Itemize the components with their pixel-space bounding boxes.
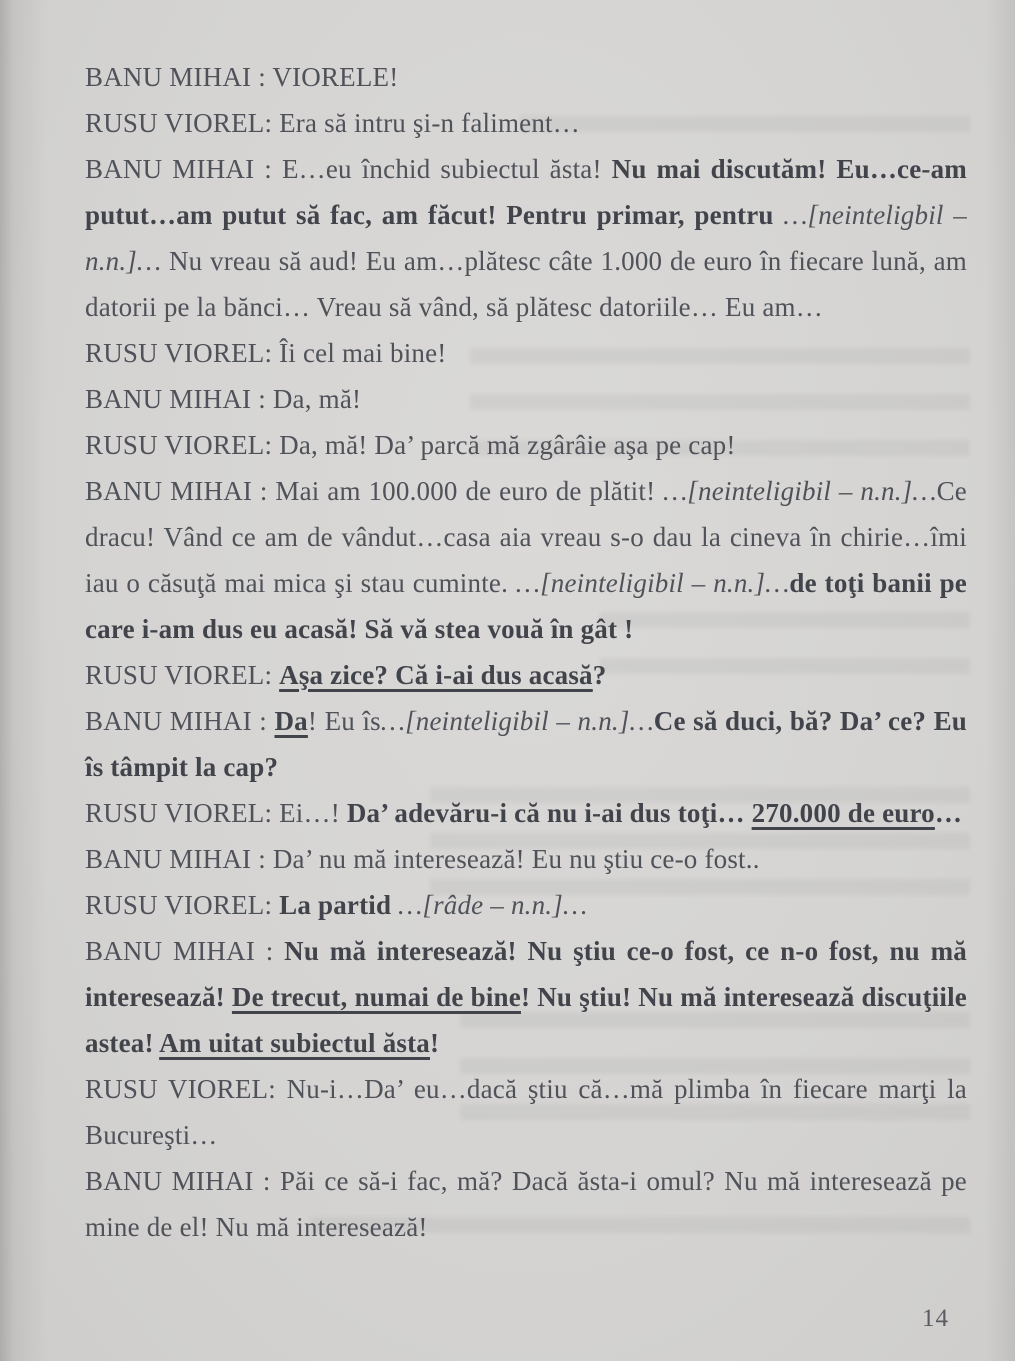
dialogue-segment: …[râde – n.n.]…	[398, 890, 588, 920]
dialogue-segment: ?	[592, 660, 607, 690]
dialogue-segment: Aşa zice? Că i-ai dus acasă	[279, 660, 593, 690]
speaker-label: BANU MIHAI : E…eu închid subiectul ăsta!	[85, 154, 612, 184]
dialogue-segment: …[neinteligibil – n.n.]…	[663, 476, 937, 506]
transcript	[85, 54, 967, 1250]
dialogue-segment: Ce să duci, bă? Da’ ce? Eu îs tâmpit la cap?	[85, 706, 967, 782]
dialogue-segment: …[neinteligbil – n.n.]…	[85, 200, 967, 276]
dialogue-segment: ! Eu îs	[307, 706, 381, 736]
dialogue-segment: …[neinteligibil – n.n.]…	[515, 568, 790, 598]
dialogue-segment: …	[934, 798, 963, 828]
dialogue-segment: La partid	[279, 890, 399, 920]
speaker-label: BANU MIHAI :	[85, 706, 275, 736]
dialogue-line	[85, 1066, 967, 1158]
dialogue-line	[85, 54, 967, 100]
speaker-label: BANU MIHAI : Da’ nu mă interesează! Eu nu ştiu ce-o fost..	[85, 844, 760, 874]
dialogue-segment: Am uitat subiectul ăsta	[159, 1028, 430, 1058]
speaker-label: RUSU VIOREL:	[85, 660, 280, 690]
dialogue-segment: Nu mă interesează! Nu ştiu ce-o fost, ce n-o fost, nu mă interesează!	[85, 936, 967, 1012]
dialogue-line	[85, 652, 967, 698]
dialogue-segment: Nu mai discutăm! Eu…ce-am putut…am putut să fac, am făcut! Pentru primar, pentru	[85, 154, 967, 230]
speaker-label: BANU MIHAI :	[85, 936, 285, 966]
speaker-label: RUSU VIOREL: Nu-i…Da’ eu…dacă ştiu că…mă plimba în fiecare marţi la Bucureşti…	[85, 1074, 967, 1150]
dialogue-segment: Da	[274, 706, 308, 736]
page-number: 14	[922, 1305, 949, 1332]
dialogue-segment: Nu vreau să aud! Eu am…plătesc câte 1.000 de euro în fiecare lună, am datorii pe la bănci… Vreau să vând, să plătesc datoriile… Eu am…	[85, 246, 968, 322]
speaker-label: RUSU VIOREL:	[85, 890, 280, 920]
speaker-label: RUSU VIOREL: Da, mă! Da’ parcă mă zgârâie aşa pe cap!	[85, 430, 736, 460]
dialogue-segment: !	[430, 1028, 440, 1058]
dialogue-line	[85, 928, 967, 1066]
dialogue-line	[85, 698, 967, 790]
dialogue-segment: Da’ adevăru-i că nu i-ai dus toţi…	[346, 798, 752, 828]
dialogue-segment: …[neinteligibil – n.n.]…	[380, 706, 654, 736]
speaker-label: RUSU VIOREL: Era să intru şi-n faliment…	[85, 108, 580, 138]
speaker-label: BANU MIHAI : Păi ce să-i fac, mă? Dacă ăsta-i omul? Nu mă interesează pe mine de el! Nu mă interesează!	[85, 1166, 967, 1242]
dialogue-line	[85, 882, 967, 928]
speaker-label: RUSU VIOREL: Îi cel mai bine!	[85, 338, 447, 368]
speaker-label: BANU MIHAI : Mai am 100.000 de euro de plătit!	[85, 476, 664, 506]
dialogue-line	[85, 422, 967, 468]
dialogue-segment: Ce dracu! Vând ce am de vândut…casa aia vreau s-o dau la cineva în chirie…îmi iau o căsuţă mai mica şi stau cuminte.	[85, 476, 967, 598]
dialogue-segment: de toţi banii pe care i-am dus eu acasă! Să vă stea vouă în gât !	[85, 568, 967, 644]
speaker-label: RUSU VIOREL: Ei…!	[85, 798, 347, 828]
dialogue-segment: 270.000 de euro	[751, 798, 935, 828]
speaker-label: BANU MIHAI : VIORELE!	[85, 62, 399, 92]
dialogue-line	[85, 376, 967, 422]
dialogue-line	[85, 100, 967, 146]
dialogue-line	[85, 1158, 967, 1250]
speaker-label: BANU MIHAI : Da, mă!	[85, 384, 362, 414]
dialogue-segment: De trecut, numai de bine	[231, 982, 521, 1012]
dialogue-line	[85, 330, 967, 376]
dialogue-line	[85, 836, 967, 882]
dialogue-line	[85, 790, 967, 836]
dialogue-line	[85, 468, 967, 652]
dialogue-line	[85, 146, 967, 330]
dialogue-segment: ! Nu ştiu! Nu mă interesează discuţiile astea!	[85, 982, 967, 1058]
